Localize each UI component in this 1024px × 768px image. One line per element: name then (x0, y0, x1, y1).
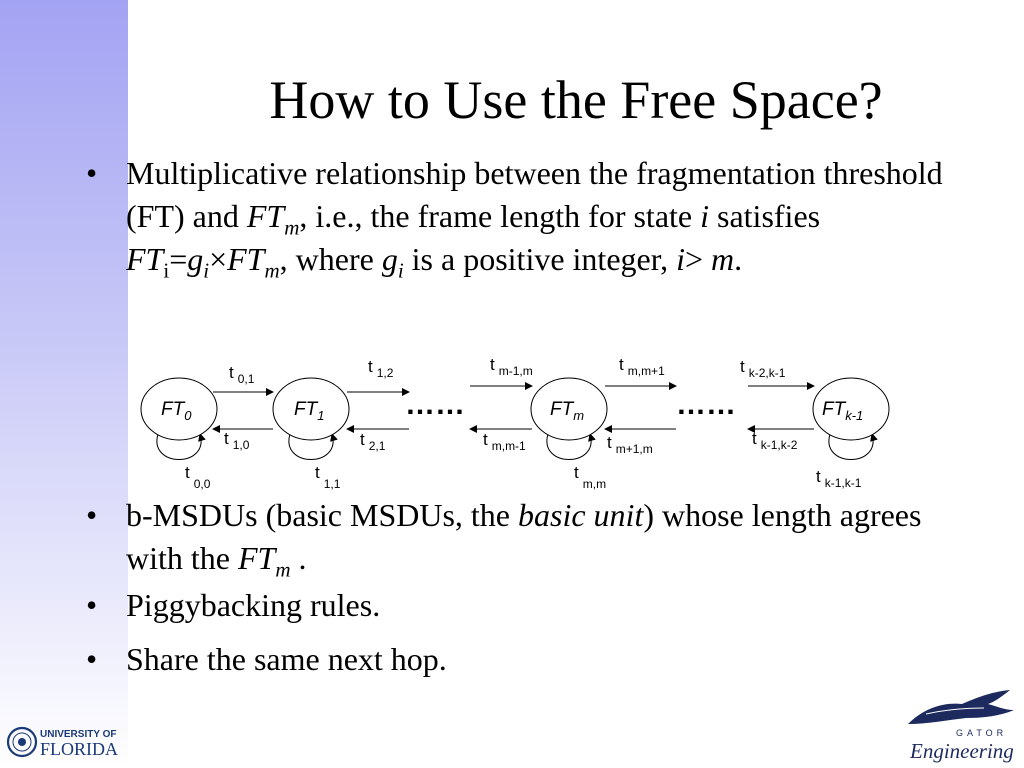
svg-text:UNIVERSITY OF: UNIVERSITY OF (40, 729, 117, 740)
gator-engineering-logo (904, 688, 1020, 764)
ellipsis-right: …… (676, 388, 736, 421)
bullet-next-hop: • Share the same next hop. (86, 638, 447, 681)
label-tmp1m: t $_{m+1,m}$ (607, 433, 653, 456)
label-t10: t $_{1,0}$ (224, 429, 250, 452)
state-ftk1-label: $FT_{k-1}$ (822, 399, 864, 423)
label-t12: t $_{1,2}$ (368, 357, 394, 380)
state-ft1-label: $FT_1$ (294, 399, 325, 423)
university-of-florida-logo (6, 724, 124, 760)
label-tmm: $t_{m,m}$ (574, 463, 607, 491)
bullet-b-msdus: • b-MSDUs (basic MSDUs, the basic unit) whose length agrees with the $FT_m$ . (86, 494, 946, 580)
label-tk1k2: t $_{k-1,k-2}$ (752, 429, 798, 452)
svg-text:GATOR: GATOR (956, 728, 1008, 738)
label-tm1m: t $_{m-1,m}$ (490, 355, 533, 378)
label-tmmp1: t $_{m,m+1}$ (619, 355, 665, 378)
bullet-multiplicative: • Multiplicative relationship between the fragmentation threshold (FT) and $FT_m$, i.e., the frame length for state i satisfies $FT_i=g_i\times FT_m$, where $g_i$ is a positive integer, i> m. (86, 152, 946, 281)
svg-text:FLORIDA: FLORIDA (40, 739, 119, 759)
label-tk2k1: t $_{k-2,k-1}$ (740, 357, 786, 380)
svg-text:Engineering: Engineering (910, 739, 1014, 763)
label-tk1k1: t $_{k-1,k-1}$ (816, 467, 862, 490)
bullet-piggybacking: • Piggybacking rules. (86, 584, 380, 627)
state-transition-diagram (128, 352, 908, 492)
gator-icon (908, 690, 1014, 724)
label-t00: $t_{0,0}$ (185, 463, 211, 491)
state-ft0-label: $FT_0$ (161, 399, 192, 423)
state-ftm-label: $FT_m$ (550, 399, 585, 423)
label-t21: t $_{2,1}$ (360, 430, 386, 453)
slide-title: How to Use the Free Space? (269, 70, 883, 130)
label-tmmm1: t $_{m,m-1}$ (483, 430, 526, 453)
label-t11: $t_{1,1}$ (315, 463, 341, 491)
label-t01: t $_{0,1}$ (229, 363, 255, 386)
ellipsis-left: …… (405, 388, 465, 421)
